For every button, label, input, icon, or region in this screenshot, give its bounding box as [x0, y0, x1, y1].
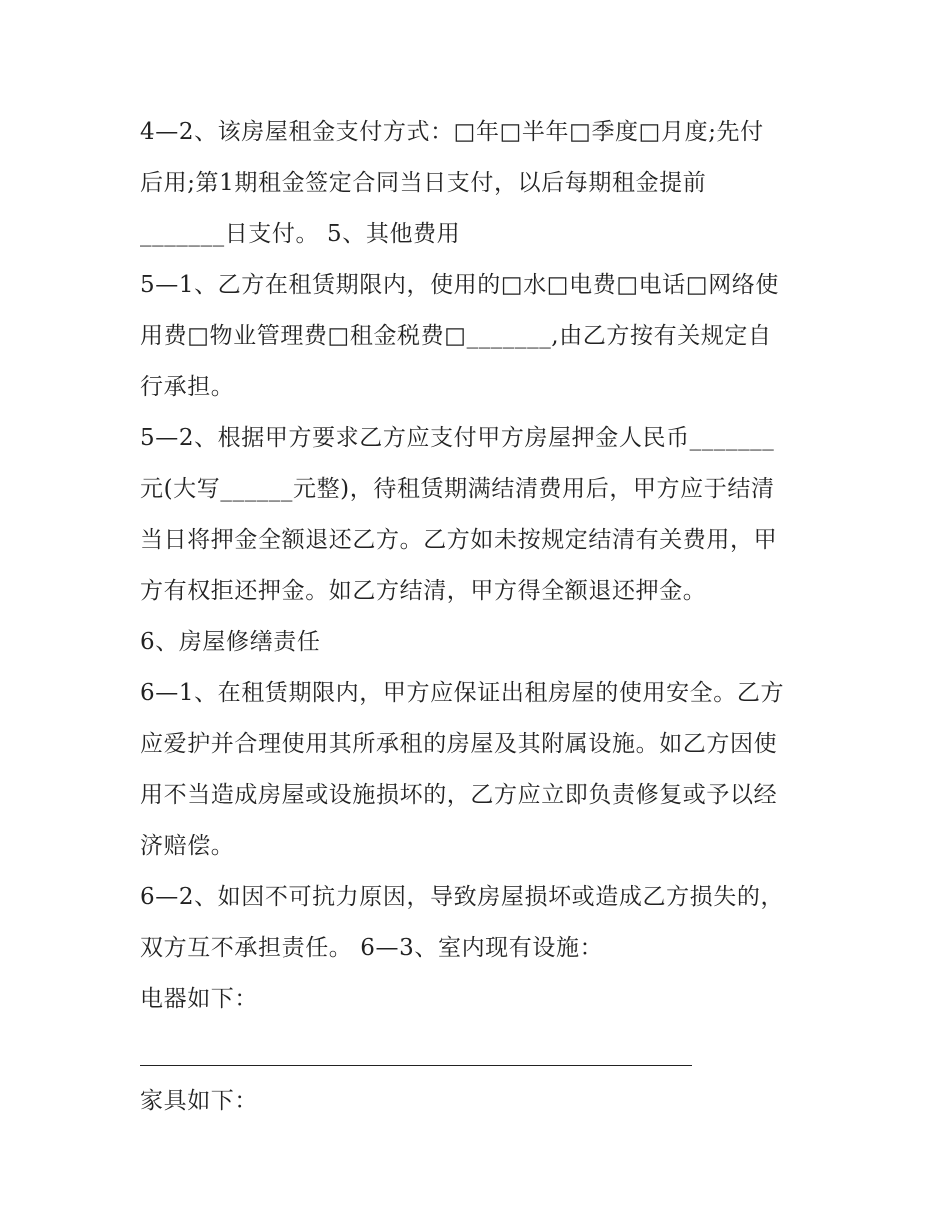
text-line: 4—2、该房屋租金支付方式：□年□半年□季度□月度;先付: [140, 119, 764, 145]
text-line: 方有权拒还押金。如乙方结清，甲方得全额退还押金。: [140, 578, 707, 604]
text-line: 双方互不承担责任。 6—3、室内现有设施：: [140, 935, 604, 961]
text-line: 行承担。: [140, 374, 235, 400]
text-line: 当日将押金全额退还乙方。乙方如未按规定结清有关费用，甲: [140, 527, 778, 553]
furniture-label: 家具如下：: [140, 1088, 258, 1114]
text-line: 应爱护并合理使用其所承租的房屋及其附属设施。如乙方因使: [140, 731, 778, 757]
underline-divider: [140, 1065, 692, 1066]
section-heading: 6、房屋修缮责任: [140, 629, 321, 655]
text-line: 用费□物业管理费□租金税费□_______,由乙方按有关规定自: [140, 323, 772, 349]
appliances-fill-line: [140, 1025, 820, 1076]
text-line: _______日支付。 5、其他费用: [140, 221, 461, 247]
text-line: 6—1、在租赁期限内，甲方应保证出租房屋的使用安全。乙方: [140, 680, 785, 706]
text-line: 后用;第1期租金签定合同当日支付，以后每期租金提前: [140, 170, 707, 196]
text-line: 6—2、如因不可抗力原因，导致房屋损坏或造成乙方损失的，: [140, 884, 785, 910]
text-line: 济赔偿。: [140, 833, 235, 859]
text-line: 用不当造成房屋或设施损坏的，乙方应立即负责修复或予以经: [140, 782, 778, 808]
appliances-label: 电器如下：: [140, 986, 258, 1012]
text-line: 5—1、乙方在租赁期限内，使用的□水□电费□电话□网络使: [140, 272, 779, 298]
text-line: 5—2、根据甲方要求乙方应支付甲方房屋押金人民币_______: [140, 425, 775, 451]
document-body: [140, 107, 820, 1127]
text-line: 元(大写______元整)，待租赁期满结清费用后，甲方应于结清: [140, 476, 775, 502]
